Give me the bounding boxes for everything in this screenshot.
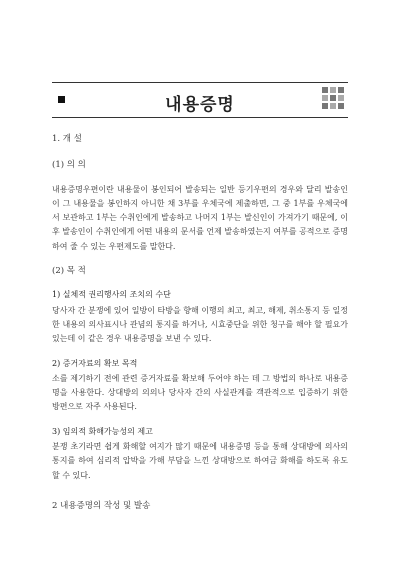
block-pattern-icon: [322, 87, 344, 113]
title-banner: [52, 82, 348, 118]
purpose-item-1-body: 당사자 간 분쟁에 있어 일방이 타방을 향해 이행의 최고, 최고, 해제, 취소통지 등 일정한 내용의 의사표시나 관념의 통지를 하거나, 시효중단을 위한 청구를 해야 할 필요가 있는데 이 같은 경우 내용증명을 보낸 수 있다.: [52, 305, 348, 344]
section-heading-overview: 1. 개 설: [52, 134, 82, 144]
purpose-item-3-body: 분쟁 초기라면 쉽게 화해할 여지가 많기 때문에 내용증명 등을 통해 상대방에 의사의 통지를 하여 심리적 압박을 가해 부담을 느낀 상대방으로 하여금 화해를 하도록 유도할 수 있다.: [52, 442, 348, 480]
purpose-item-2-body: 소를 제기하기 전에 관련 증거자료를 확보해 두어야 하는 데 그 방법의 하나로 내용증명을 사용한다. 상대방의 의의나 당사자 간의 사실관계를 객관적으로 입증하기 위한 방편으로 자주 사용된다.: [52, 373, 348, 412]
definition-paragraph: 내용증명우편이란 내용물이 봉인되어 발송되는 일반 등기우편의 경우와 달리 발송인이 그 내용물을 봉인하지 아니한 채 3부를 우체국에 제출하면, 그 중 1부를 우체국에서 보관하고 1부는 수취인에게 발송하고 나머지 1부는 발신인이 가져가기 때문에, 이후 발송인이 수취인에게 어떤 내용의 문서를 언제 발송하였는지 여부를 공적으로 증명하여 줄 수 있는 우편제도를 말한다.: [52, 184, 348, 251]
page-title: 내용증명: [165, 95, 235, 115]
subsection-heading-purpose: (2) 목 적: [52, 266, 86, 277]
purpose-item-3-title: 3) 임의적 화해가능성의 제고: [52, 426, 153, 436]
purpose-item-1-title: 1) 실체적 권리행사의 조치의 수단: [52, 290, 171, 300]
document-body: [52, 132, 348, 525]
subsection-heading-definition: (1) 의 의: [52, 160, 86, 171]
purpose-item-2-title: 2) 증거자료의 확보 목적: [52, 358, 138, 368]
section-heading-writing: 2 내용증명의 작성 및 발송: [52, 500, 151, 511]
